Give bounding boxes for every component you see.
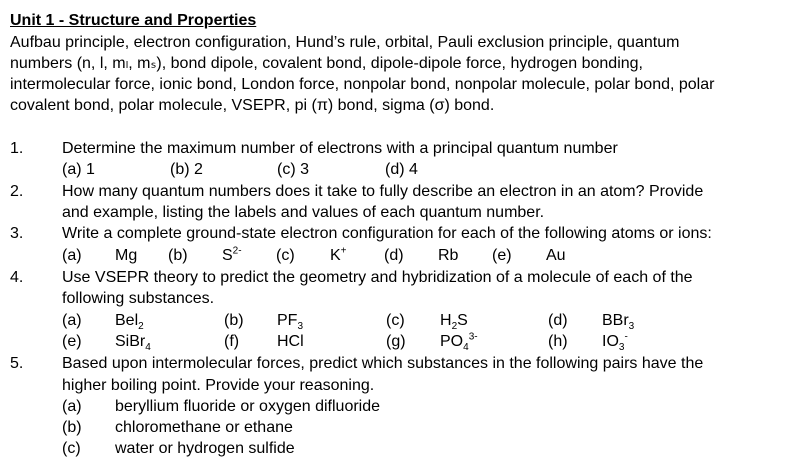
choice-value: Bel$_2$ [115,312,144,333]
vocab-line: intermolecular force, ionic bond, London force, nonpolar bond, nonpolar molecule, polar bond, polar [10,76,715,93]
choice-value: Au [546,247,566,264]
choice-value: $S^{2-}$ [222,245,242,264]
choice-label: (d) [548,312,568,329]
unit-title: Unit 1 - Structure and Properties [10,12,257,29]
question-text: following substances. [62,290,215,307]
choice-value: Rb [438,247,459,264]
choice-label: (b) [168,247,188,264]
answer-choice: (c) 3 [277,161,309,178]
answer-choice: (b) 2 [170,161,203,178]
question-number: 1. [10,140,24,157]
vocab-line: Aufbau principle, electron configuration, Hund’s rule, orbital, Pauli exclusion principle, quantum [10,34,680,51]
question-number: 3. [10,225,24,242]
question-text: higher boiling point. Provide your reasoning. [62,377,375,394]
choice-value: K+ [330,245,347,264]
answer-choice: (a) 1 [62,161,95,178]
choice-value: BBr$_3$ [602,312,635,333]
choice-label: (e) [492,247,512,264]
choice-value: $PF_3$ [277,312,304,333]
choice-value: $IO_3^-$ [602,331,628,354]
question-text: Write a complete ground-state electron configuration for each of the following atoms or ions: [62,225,712,242]
choice-label: (f) [224,333,240,350]
choice-value: SiBr$_4$ [115,333,151,354]
question-text: Use VSEPR theory to predict the geometry and hybridization of a molecule of each of the [62,269,693,286]
choice-value: beryllium fluoride or oxygen difluoride [115,398,381,415]
choice-value: chloromethane or ethane [115,419,293,436]
choice-label: (a) [62,312,82,329]
vocab-line: numbers (n, l, mₗ, mₛ), bond dipole, covalent bond, dipole-dipole force, hydrogen bonding, [10,55,643,72]
choice-label: (a) [62,247,82,264]
choice-value: $H_2S$ [440,312,468,333]
question-text: How many quantum numbers does it take to fully describe an electron in an atom? Provide [62,183,704,200]
choice-label: (b) [62,419,82,436]
choice-label: (c) [276,247,295,264]
vocab-line: covalent bond, polar molecule, VSEPR, pi (π) bond, sigma (σ) bond. [10,97,495,114]
question-number: 2. [10,183,24,200]
choice-label: (c) [62,440,81,457]
choice-value: $PO_4^{3-}$ [440,331,478,354]
choice-label: (g) [386,333,406,350]
answer-choice: (d) 4 [385,161,418,178]
choice-label: (c) [386,312,405,329]
choice-label: (b) [224,312,244,329]
choice-label: (e) [62,333,82,350]
question-text: Determine the maximum number of electrons with a principal quantum number [62,140,618,157]
choice-value: Mg [115,247,138,264]
choice-label: (a) [62,398,82,415]
question-text: and example, listing the labels and values of each quantum number. [62,204,545,221]
choice-value: HCl [277,333,304,350]
choice-value: water or hydrogen sulfide [115,440,295,457]
choice-label: (d) [384,247,404,264]
question-number: 4. [10,269,24,286]
question-number: 5. [10,355,24,372]
question-text: Based upon intermolecular forces, predict which substances in the following pairs have the [62,355,704,372]
choice-label: (h) [548,333,568,350]
